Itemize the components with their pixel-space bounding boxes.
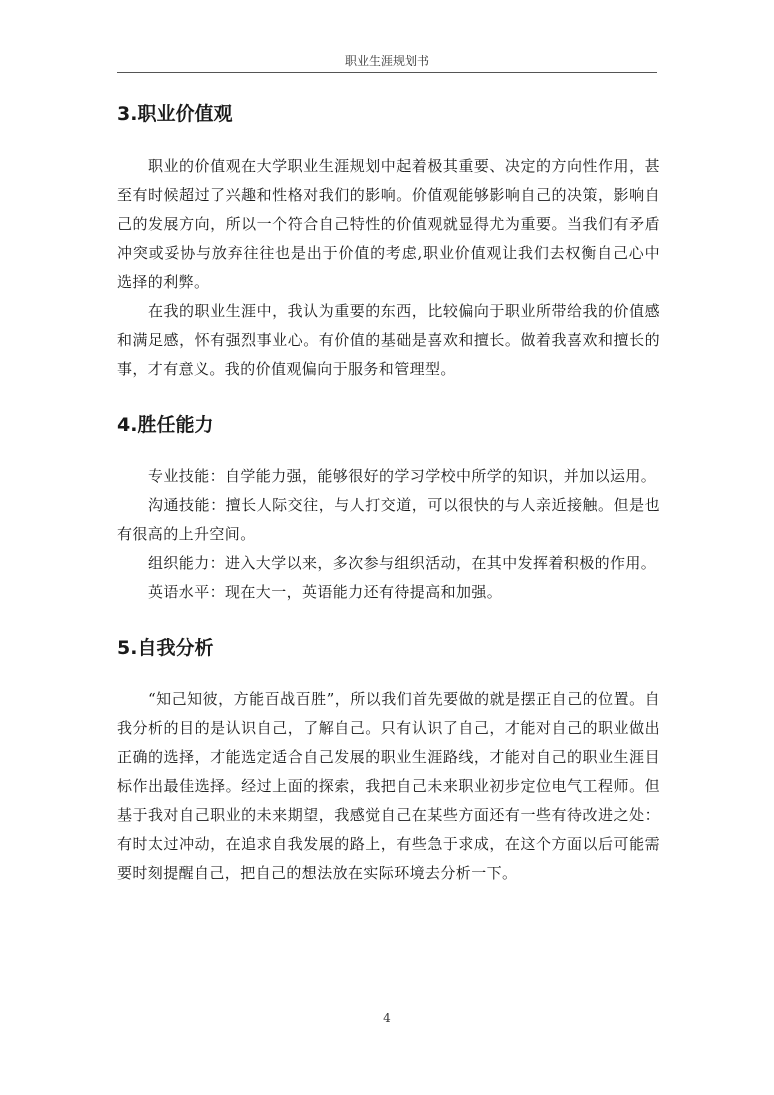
section-heading: 3.职业价值观 bbox=[117, 103, 233, 125]
paragraph: 在我的职业生涯中，我认为重要的东西，比较偏向于职业所带给我的价值感和满足感，怀有强烈事业心。有价值的基础是喜欢和擅长。做着我喜欢和擅长的事，才有意义。我的价值观偏向于服务和管理型。 bbox=[117, 302, 660, 378]
section-career-values bbox=[117, 98, 660, 384]
paragraph: “知己知彼，方能百战百胜”，所以我们首先要做的就是摆正自己的位置。自我分析的目的是认识自己，了解自己。只有认识了自己，才能对自己的职业做出正确的选择，才能选定适合自己发展的职业生涯路线，才能对自己的职业生涯目标作出最佳选择。经过上面的探索，我把自己未来职业初步定位电气工程师。但基于我对自己职业的未来期望，我感觉自己在某些方面还有一些有待改进之处：有时太过冲动，在追求自我发展的路上，有些急于求成，在这个方面以后可能需要时刻提醒自己，把自己的想法放在实际环境去分析一下。 bbox=[117, 690, 660, 882]
paragraph: 组织能力：进入大学以来，多次参与组织活动，在其中发挥着积极的作用。 bbox=[148, 554, 657, 572]
section-heading: 4.胜任能力 bbox=[117, 414, 214, 436]
paragraph: 英语水平：现在大一，英语能力还有待提高和加强。 bbox=[148, 583, 503, 601]
section-self-analysis bbox=[117, 632, 660, 888]
page-number: 4 bbox=[383, 1011, 391, 1025]
section-heading: 5.自我分析 bbox=[117, 637, 214, 659]
header-divider bbox=[117, 72, 657, 73]
section-competencies bbox=[117, 409, 660, 607]
page-header-title: 职业生涯规划书 bbox=[344, 54, 429, 68]
paragraph: 职业的价值观在大学职业生涯规划中起着极其重要、决定的方向性作用，甚至有时候超过了兴趣和性格对我们的影响。价值观能够影响自己的决策，影响自己的发展方向，所以一个符合自己特性的价值观就显得尤为重要。当我们有矛盾冲突或妥协与放弃往往也是出于价值的考虑,职业价值观让我们去权衡自己心中选择的利弊。 bbox=[117, 157, 660, 291]
paragraph: 专业技能：自学能力强，能够很好的学习学校中所学的知识，并加以运用。 bbox=[148, 467, 657, 485]
document-body bbox=[117, 98, 660, 888]
paragraph: 沟通技能：擅长人际交往，与人打交道，可以很快的与人亲近接触。但是也有很高的上升空间。 bbox=[117, 496, 660, 543]
